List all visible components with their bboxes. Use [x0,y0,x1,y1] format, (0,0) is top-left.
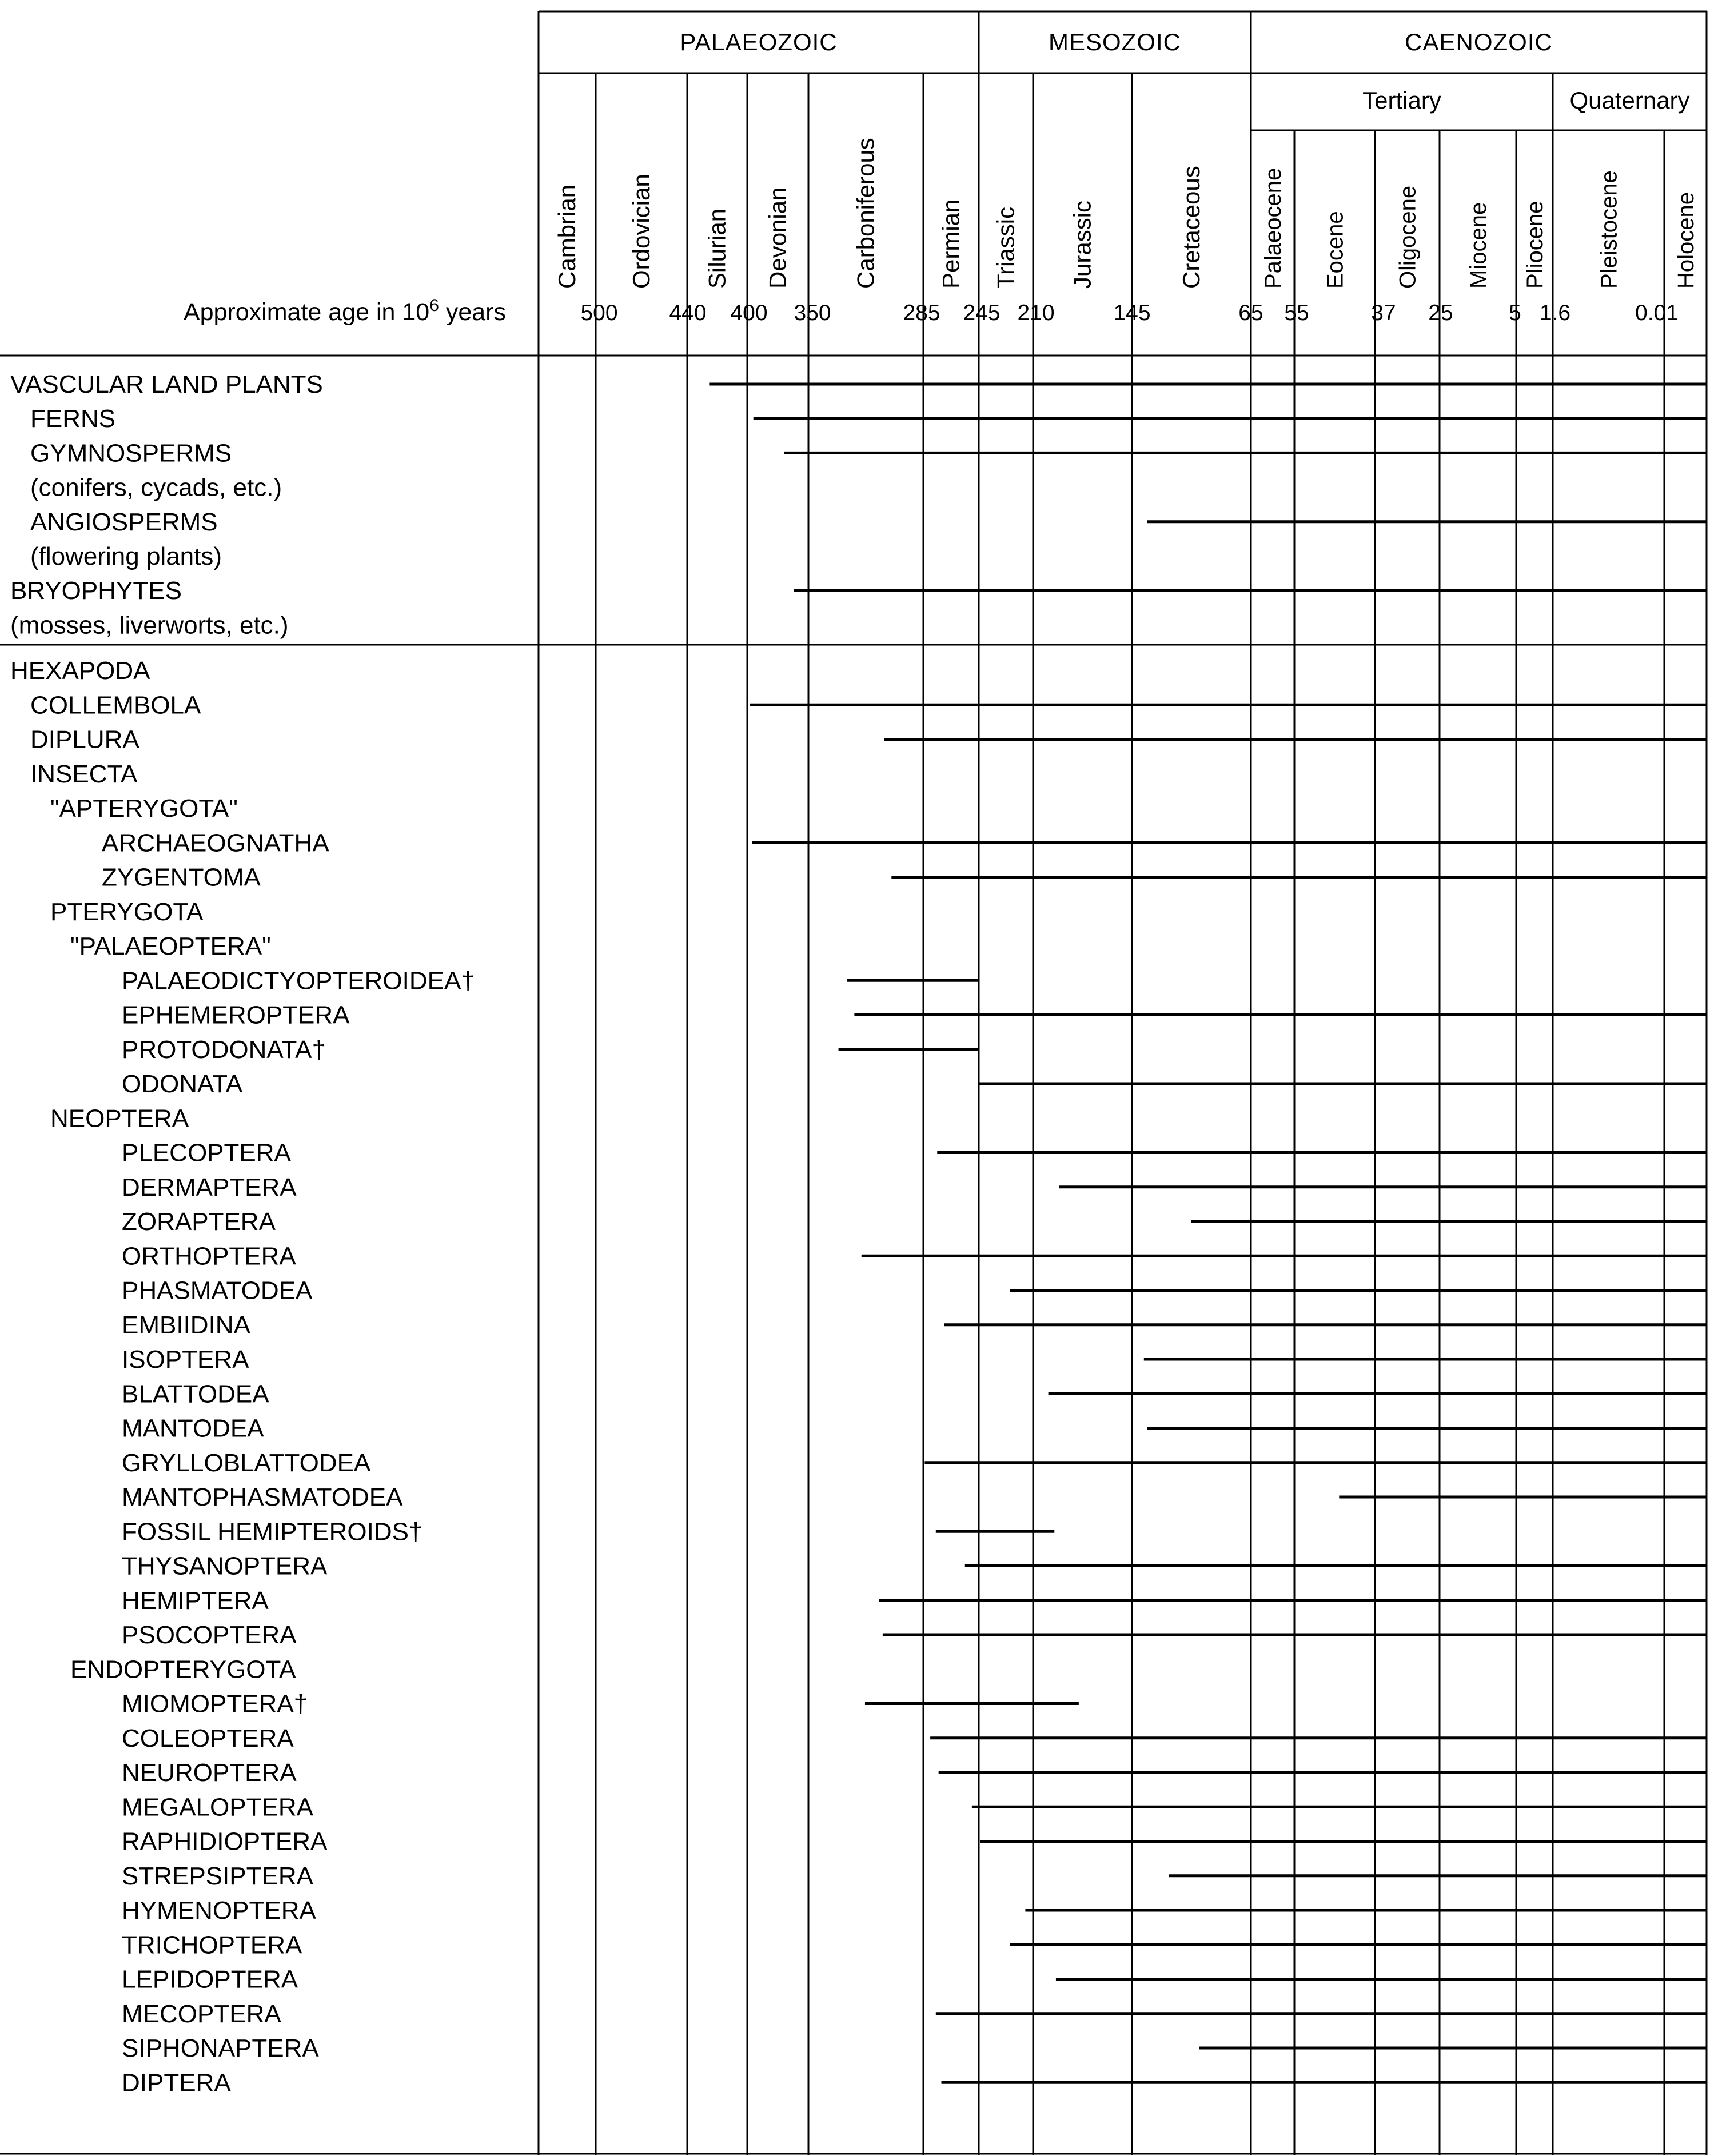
taxon-label: HYMENOPTERA [122,1897,316,1925]
age-tick-label: 0.01 [1635,301,1679,325]
taxon-label: FOSSIL HEMIPTEROIDS† [122,1518,423,1546]
taxon-label: ORTHOPTERA [122,1242,296,1271]
taxon-label: HEXAPODA [10,657,150,685]
taxon-label: TRICHOPTERA [122,1931,302,1959]
period-label: Eocene [1322,211,1348,289]
period-label: Oligocene [1395,185,1421,289]
taxon-label: RAPHIDIOPTERA [122,1827,328,1856]
taxon-label: PHASMATODEA [122,1276,313,1305]
period-label: Cretaceous [1178,166,1205,289]
age-tick-label: 65 [1238,301,1263,325]
taxon-labels [10,370,475,2097]
age-tick-label: 1.6 [1539,301,1571,325]
taxon-label: HEMIPTERA [122,1586,269,1615]
age-tick-label: 210 [1017,301,1055,325]
era-label: MESOZOIC [1048,29,1182,55]
taxon-label: GRYLLOBLATTODEA [122,1448,371,1477]
age-tick-label: 25 [1428,301,1453,325]
taxon-label: PROTODONATA† [122,1035,326,1064]
range-bars [709,384,1707,2082]
taxon-label: ISOPTERA [122,1345,249,1374]
taxon-label: EMBIIDINA [122,1311,250,1339]
taxon-label: PLECOPTERA [122,1139,291,1167]
taxon-label: BRYOPHYTES [10,577,182,605]
period-label: Silurian [703,208,731,289]
age-tick-label: 400 [730,301,768,325]
period-label: Devonian [764,187,791,289]
taxon-label: MECOPTERA [122,1999,281,2028]
taxon-label: ARCHAEOGNATHA [102,829,329,857]
period-label: Pleistocene [1596,170,1622,289]
taxon-label: ODONATA [122,1070,243,1098]
age-axis-title: Approximate age in $10^6$ years [183,296,506,326]
age-tick-label: 37 [1371,301,1396,325]
taxon-label: DERMAPTERA [122,1173,297,1201]
age-tick-label: 55 [1284,301,1309,325]
taxon-label: (mosses, liverworts, etc.) [10,611,289,640]
taxon-label: DIPTERA [122,2069,231,2097]
taxon-label: COLLEMBOLA [30,691,201,720]
age-tick-label: 500 [580,301,618,325]
period-label: Ordovician [628,174,655,289]
taxon-label: PTERYGOTA [50,897,204,926]
period-label: Jurassic [1069,200,1096,289]
taxon-label: THYSANOPTERA [122,1552,328,1580]
taxon-label: PSOCOPTERA [122,1621,297,1649]
age-tick-label: 440 [669,301,707,325]
taxon-label: GYMNOSPERMS [30,439,232,468]
era-label: PALAEOZOIC [680,29,838,55]
age-tick-label: 245 [963,301,1000,325]
age-tick-label: 285 [903,301,940,325]
taxon-label: PALAEODICTYOPTEROIDEA† [122,967,475,995]
period-label: Holocene [1673,191,1699,289]
taxon-label: MANTOPHASMATODEA [122,1483,403,1511]
taxon-label: ZORAPTERA [122,1208,276,1236]
taxon-label: NEOPTERA [50,1104,189,1133]
period-label: Cambrian [553,184,580,289]
taxon-label: (conifers, cycads, etc.) [30,473,282,502]
taxon-label: "APTERYGOTA" [50,794,238,823]
taxon-label: LEPIDOPTERA [122,1965,298,1994]
taxon-label: DIPLURA [30,725,139,754]
taxon-label: FERNS [30,405,116,433]
taxon-label: MEGALOPTERA [122,1793,313,1822]
period-label: Triassic [992,206,1019,289]
taxon-label: COLEOPTERA [122,1724,294,1752]
age-tick-label: 350 [794,301,831,325]
age-tick-label: 145 [1113,301,1151,325]
taxon-label: SIPHONAPTERA [122,2034,319,2062]
age-tick-label: 5 [1509,301,1521,325]
taxon-label: INSECTA [30,760,138,788]
taxon-label: (flowering plants) [30,542,222,570]
era-label: CAENOZOIC [1405,29,1553,55]
taxon-label: ENDOPTERYGOTA [70,1655,296,1684]
taxon-label: "PALAEOPTERA" [70,932,271,960]
taxon-label: ANGIOSPERMS [30,508,218,536]
period-label: Palaeocene [1261,167,1286,289]
taxon-label: BLATTODEA [122,1380,269,1408]
period-label: Permian [937,199,964,289]
subera-label: Quaternary [1569,87,1690,114]
taxon-label: MANTODEA [122,1414,264,1443]
taxon-label: NEUROPTERA [122,1759,297,1787]
subera-label: Tertiary [1362,87,1441,114]
period-label: Pliocene [1522,201,1548,289]
taxon-label: EPHEMEROPTERA [122,1001,350,1029]
period-label: Miocene [1466,202,1491,289]
taxon-label: ZYGENTOMA [102,863,261,892]
taxon-label: STREPSIPTERA [122,1862,313,1890]
period-label: Carboniferous [852,138,879,289]
taxon-label: MIOMOPTERA† [122,1690,308,1718]
taxon-label: VASCULAR LAND PLANTS [10,370,323,398]
